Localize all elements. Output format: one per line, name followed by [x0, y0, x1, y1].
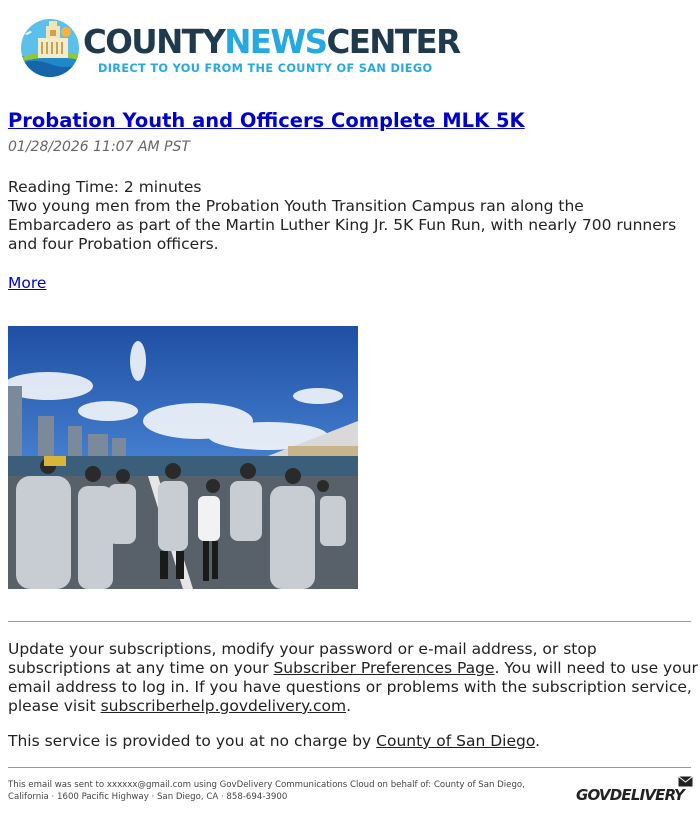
article-title-link[interactable]: Probation Youth and Officers Complete MLK 5K	[8, 109, 525, 132]
county-building-logo-icon	[20, 18, 80, 78]
more-link[interactable]: More	[8, 274, 47, 292]
brand-county: COUNTY	[83, 23, 225, 61]
fine-print-divider	[8, 767, 691, 768]
subscription-text-3: .	[346, 697, 352, 715]
service-text-2: .	[535, 732, 541, 750]
county-of-san-diego-link[interactable]: County of San Diego	[376, 732, 536, 750]
fine-print: This email was sent to xxxxxx@gmail.com using GovDelivery Communications Cloud on behalf of: County of San Diego, California · 1600 Pacific Highway · San Diego, CA · 858-694-3900	[8, 780, 525, 802]
subscriberhelp-link[interactable]: subscriberhelp.govdelivery.com	[100, 697, 347, 715]
article-photo[interactable]	[8, 326, 358, 589]
service-provider-info	[8, 732, 698, 751]
brand-tagline: DIRECT TO YOU FROM THE COUNTY OF SAN DIEGO	[98, 62, 433, 75]
article-summary: Two young men from the Probation Youth Transition Campus ran along the Embarcadero as part of the Martin Luther King Jr. 5K Fun Run, with nearly 700 runners and four Probation officers.	[8, 197, 677, 253]
subscription-info	[8, 640, 698, 716]
brand-wordmark	[83, 22, 460, 62]
govdelivery-wordmark: GOVDELIVERY	[576, 786, 685, 804]
subscription-text-2: . You will need to use your email address to log in. If you have questions or problems with the subscription service, please visit	[8, 659, 698, 715]
subscription-text-1: Update your subscriptions, modify your password or e-mail address, or stop subscriptions at any time on your	[8, 640, 597, 677]
article-date: 01/28/2026 11:07 AM PST	[8, 139, 190, 155]
subscriber-preferences-link[interactable]: Subscriber Preferences Page	[273, 659, 495, 677]
envelope-icon	[678, 776, 693, 787]
brand-news: NEWS	[224, 23, 327, 61]
govdelivery-logo[interactable]	[576, 776, 694, 806]
footer-divider	[8, 621, 691, 622]
brand-center: CENTER	[326, 23, 460, 61]
service-text-1: This service is provided to you at no charge by	[8, 732, 377, 750]
county-news-center-header[interactable]	[20, 18, 480, 82]
reading-time: Reading Time: 2 minutes	[8, 178, 202, 196]
